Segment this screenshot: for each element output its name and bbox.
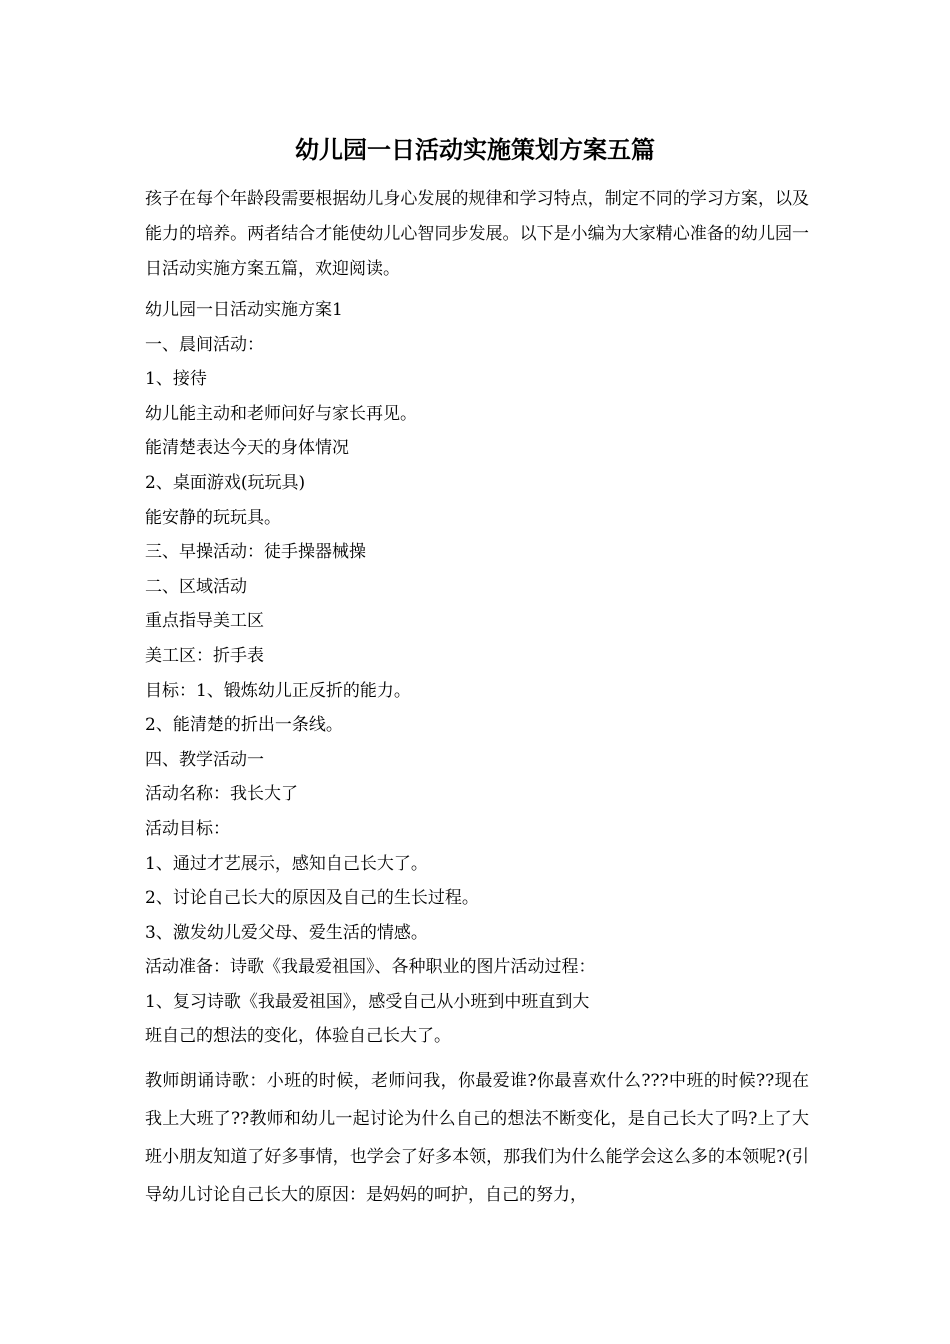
text-line: 1、复习诗歌《我最爱祖国》，感受自己从小班到中班直到大: [145, 991, 590, 1012]
text-line: 2、能清楚的折出一条线。: [145, 715, 343, 736]
text-line: 四、教学活动一: [145, 749, 264, 770]
text-line: 二、区域活动: [145, 576, 247, 597]
text-line: 1、接待: [145, 369, 207, 390]
content-lines: [145, 293, 809, 1054]
text-line: 能清楚表达今天的身体情况: [145, 438, 349, 459]
text-line: 能安静的玩玩具。: [145, 507, 281, 528]
text-line: 活动目标：: [145, 818, 230, 839]
text-line: 目标：1、锻炼幼儿正反折的能力。: [145, 680, 411, 701]
document-title: 幼儿园一日活动实施策划方案五篇: [295, 135, 655, 164]
text-line: 美工区：折手表: [145, 645, 264, 666]
text-line: 重点指导美工区: [145, 611, 264, 632]
text-line: 2、桌面游戏(玩玩具): [145, 472, 306, 493]
text-line: 班自己的想法的变化，体验自己长大了。: [145, 1026, 451, 1047]
intro-paragraph: 孩子在每个年龄段需要根据幼儿身心发展的规律和学习特点，制定不同的学习方案，以及能力的培养。两者结合才能使幼儿心智同步发展。以下是小编为大家精心准备的幼儿园一日活动实施方案五篇，欢迎阅读。: [145, 189, 809, 279]
outro-paragraph: 教师朗诵诗歌：小班的时候，老师问我，你最爱谁?你最喜欢什么???中班的时候??现在我上大班了??教师和幼儿一起讨论为什么自己的想法不断变化，是自己长大了吗?上了大班小朋友知道了好多事情，也学会了好多本领，那我们为什么能学会这么多的本领呢?(引导幼儿讨论自己长大的原因：是妈妈的呵护，自己的努力，: [145, 1071, 809, 1205]
text-line: 幼儿园一日活动实施方案1: [145, 300, 343, 320]
text-line: 2、讨论自己长大的原因及自己的生长过程。: [145, 888, 479, 909]
text-line: 1、通过才艺展示，感知自己长大了。: [145, 853, 428, 874]
text-line: 活动准备：诗歌《我最爱祖国》、各种职业的图片活动过程：: [145, 957, 596, 978]
text-line: 3、激发幼儿爱父母、爱生活的情感。: [145, 922, 428, 943]
text-line: 三、早操活动：徒手操器械操: [145, 542, 366, 563]
text-line: 活动名称：我长大了: [145, 784, 298, 805]
text-line: 幼儿能主动和老师问好与家长再见。: [145, 403, 417, 424]
text-line: 一、晨间活动：: [145, 334, 264, 355]
